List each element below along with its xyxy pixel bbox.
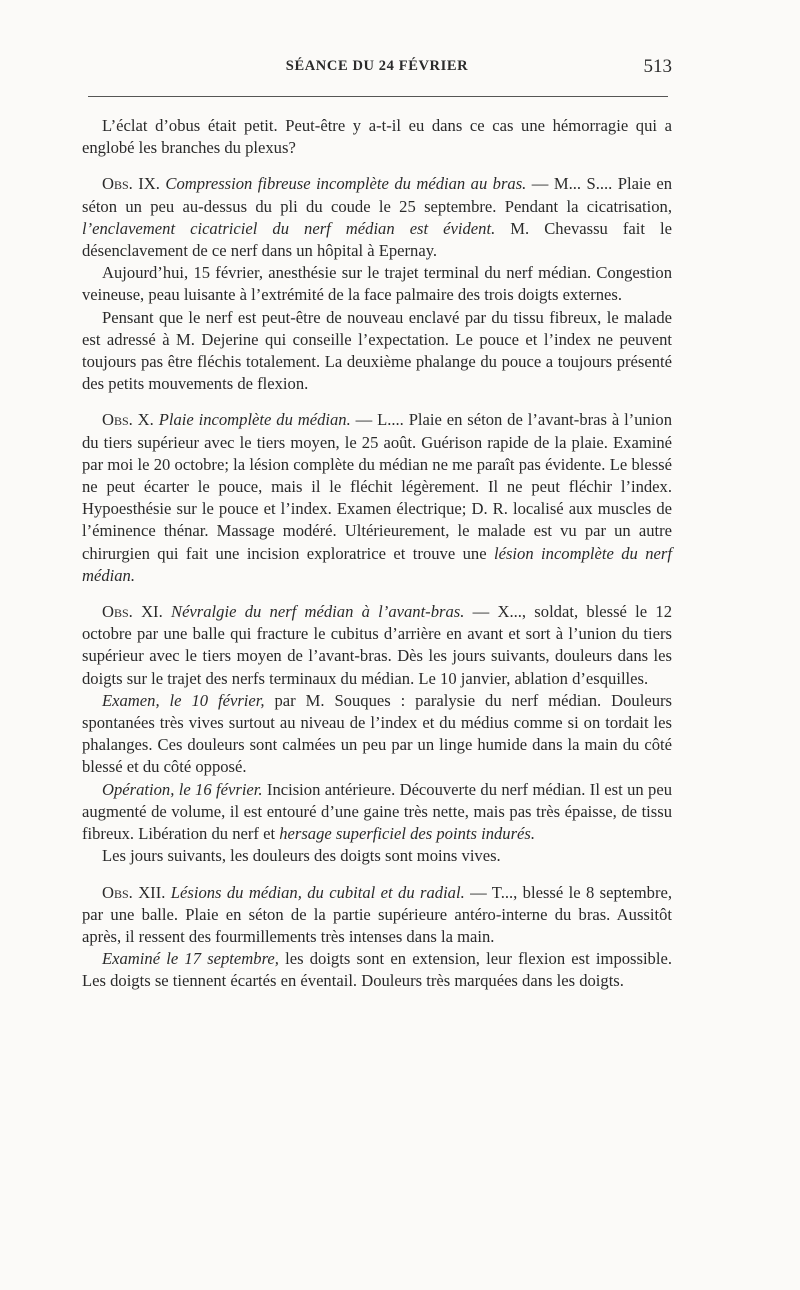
obs-label: Obs. XII. bbox=[102, 882, 166, 902]
observation-9: Obs. IX. Compression fibreuse incomplète du médian au bras. — M... S.... Plaie en séton un peu au-dessus du pli du coude le 25 septembre. Pendant la cicatrisation, l’enclavement cicatriciel du nerf médian est évident. M. Chevassu fait le désenclavement de ce nerf dans un hôpital à Epernay. bbox=[82, 174, 673, 261]
running-title: SÉANCE DU 24 FÉVRIER bbox=[285, 58, 469, 74]
obs-title: Plaie incomplète du médian. bbox=[158, 410, 351, 430]
paragraph-examine: Examiné le 17 septembre, les doigts sont en extension, leur flexion est impossible. Les doigts se tiennent écartés en éventail. Douleurs très marquées dans les doigts. bbox=[82, 949, 672, 991]
header-rule bbox=[88, 96, 668, 97]
obs-title: Lésions du médian, du cubital et du radial. bbox=[170, 882, 465, 902]
paragraph-pensant: Pensant que le nerf est peut-être de nouveau enclavé par du tissu fibreux, le malade est adressé à M. Dejerine qui conseille l’expectation. Le pouce et l’index ne peuvent toujours pas être fléchis totalement. La deuxième phalange du pouce a toujours présenté des petits mouvements de flexion. bbox=[82, 307, 672, 394]
observation-10: Obs. X. Plaie incomplète du médian. — L.... Plaie en séton de l’avant-bras à l’union du tiers supérieur avec le tiers moyen, le 25 août. Guérison rapide de la plaie. Examiné par moi le 20 octobre; la lésion complète du médian ne me paraît pas évidente. Le blessé ne peut écarter le pouce, mais il le fléchit légèrement. Il ne peut fléchir l’index. Hypoesthésie sur le pouce et l’index. Examen électrique; D. R. localisé aux muscles de l’éminence thénar. Massage modéré. Ultérieurement, le malade est vu par un autre chirurgien qui fait une incision exploratrice et trouve une lésion incomplète du nerf médian. bbox=[82, 410, 673, 585]
paragraph-operation: Opération, le 16 février. Incision antérieure. Découverte du nerf médian. Il est un peu augmenté de volume, il est entouré d’une gaine très nette, mais pas très épaisse, de tissu fibreux. Libération du nerf et hersage superficiel des points indurés. bbox=[82, 779, 672, 844]
obs-title: Compression fibreuse incomplète du médian au bras. bbox=[165, 174, 527, 194]
paragraph-intro: L’éclat d’obus était petit. Peut-être y a-t-il eu dans ce cas une hémorragie qui a englobé les branches du plexus? bbox=[82, 116, 672, 158]
page-number: 513 bbox=[643, 56, 672, 77]
page-header bbox=[82, 58, 672, 84]
page-body bbox=[82, 115, 672, 993]
paragraph-examen: Examen, le 10 février, par M. Souques : paralysie du nerf médian. Douleurs spontanées très vives surtout au niveau de l’index et du médius comme si on tordait les phalanges. Ces douleurs sont calmées un peu par un linge humide dans la main du côté blessé et du côté opposé. bbox=[82, 690, 672, 777]
obs-title: Névralgie du nerf médian à l’avant-bras. bbox=[171, 602, 465, 622]
observation-12: Obs. XII. Lésions du médian, du cubital et du radial. — T..., blessé le 8 septembre, par une balle. Plaie en séton de la partie supérieure antéro-interne du bras. Aussitôt après, il ressent des fourmillements très intenses dans la main. bbox=[82, 882, 672, 946]
obs-label: Obs. XI. bbox=[102, 602, 163, 622]
paragraph-lesjours: Les jours suivants, les douleurs des doigts sont moins vives. bbox=[102, 846, 501, 866]
obs-label: Obs. IX. bbox=[102, 174, 160, 194]
observation-11: Obs. XI. Névralgie du nerf médian à l’avant-bras. — X..., soldat, blessé le 12 octobre par une balle qui fracture le cubitus d’arrière en avant et sort à l’union du tiers supérieur avec le tiers moyen de l’avant-bras. Dès les jours suivants, douleurs dans les doigts sur le trajet des nerfs terminaux du médian. Le 10 janvier, ablation d’esquilles. bbox=[82, 602, 672, 688]
obs-label: Obs. X. bbox=[102, 410, 154, 430]
paragraph-aujourdhui: Aujourd’hui, 15 février, anesthésie sur le trajet terminal du nerf médian. Congestion veineuse, peau luisante à l’extrémité de la face palmaire des trois doigts externes. bbox=[82, 263, 672, 305]
